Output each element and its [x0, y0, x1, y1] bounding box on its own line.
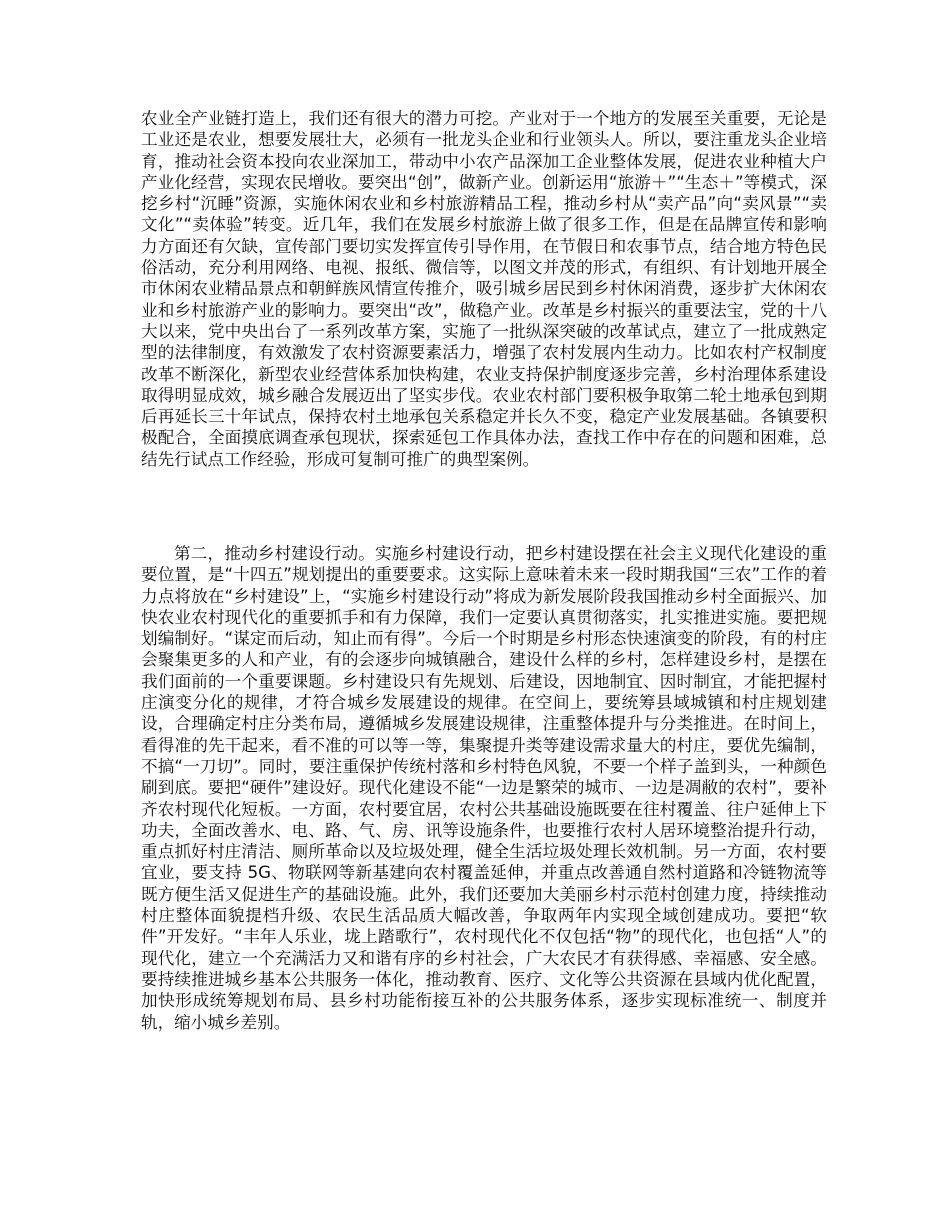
paragraph-1-text: 农业全产业链打造上，我们还有很大的潜力可挖。产业对于一个地方的发展至关重要，无论是工业还是农业，想要发展壮大，必须有一批龙头企业和行业领头人。所以，要注重龙头企业培育，推动社会资本投向农业深加工，带动中小农产品深加工企业整体发展，促进农业种植大户产业化经营，实现农民增收。要突出“创”，做新产业。创新运用“旅游＋”“生态＋”等模式，深挖乡村“沉睡”资源，实施休闲农业和乡村旅游精品工程，推动乡村从“卖产品”向“卖风景”“卖文化”“卖体验”转变。近几年，我们在发展乡村旅游上做了很多工作，但是在品牌宣传和影响力方面还有欠缺，宣传部门要切实发挥宣传引导作用，在节假日和农事节点，结合地方特色民俗活动，充分利用网络、电视、报纸、微信等，以图文并茂的形式，有组织、有计划地开展全市休闲农业精品景点和朝鲜族风情宣传推介，吸引城乡居民到乡村休闲消费，逐步扩大休闲农业和乡村旅游产业的影响力。要突出“改”，做稳产业。改革是乡村振兴的重要法宝，党的十八大以来，党中央出台了一系列改革方案，实施了一批纵深突破的改革试点，建立了一批成熟定型的法律制度，有效激发了农村资源要素活力，增强了农村发展内生动力。比如农村产权制度改革不断深化，新型农业经营体系加快构建，农业支持保护制度逐步完善，乡村治理体系建设取得明显成效，城乡融合发展迈出了坚实步伐。农业农村部门要积极争取第二轮土地承包到期后再延长三十年试点，保持农村土地承包关系稳定并长久不变，稳定产业发展基础。各镇要积极配合，全面摸底调查承包现状，探索延包工作具体办法，查找工作中存在的问题和困难，总结先行试点工作经验，形成可复制可推广的典型案例。: [141, 109, 827, 469]
paragraph-2-text: 第二，推动乡村建设行动。实施乡村建设行动，把乡村建设摆在社会主义现代化建设的重要位置，是“十四五”规划提出的重要要求。这实际上意味着未来一段时期我国“三农”工作的着力点将放在“乡村建设”上，“实施乡村建设行动”将成为新发展阶段我国推动乡村全面振兴、加快农业农村现代化的重要抓手和有力保障，我们一定要认真贯彻落实，扎实推进实施。要把规划编制好。“谋定而后动，知止而有得”。今后一个时期是乡村形态快速演变的阶段，有的村庄会聚集更多的人和产业，有的会逐步向城镇融合，建设什么样的乡村，怎样建设乡村，是摆在我们面前的一个重要课题。乡村建设只有先规划、后建设，因地制宜、因时制宜，才能把握村庄演变分化的规律，才符合城乡发展建设的规律。在空间上，要统筹县域城镇和村庄规划建设，合理确定村庄分类布局，遵循城乡发展建设规律，注重整体提升与分类推进。在时间上，看得准的先干起来，看不准的可以等一等，集聚提升类等建设需求量大的村庄，要优先编制，不搞“一刀切”。同时，要注重保护传统村落和乡村特色风貌，不要一个样子盖到头，一种颜色刷到底。要把“硬件”建设好。现代化建设不能“一边是繁荣的城市、一边是凋敝的农村”，要补齐农村现代化短板。一方面，农村要宜居，农村公共基础设施既要在往村覆盖、往户延伸上下功夫，全面改善水、电、路、气、房、讯等设施条件，也要推行农村人居环境整治提升行动，重点抓好村庄清洁、厕所革命以及垃圾处理，健全生活垃圾处理长效机制。另一方面，农村要宜业，要支持 5G、物联网等新基建向农村覆盖延伸，并重点改善通自然村道路和冷链物流等既方便生活又促进生产的基础设施。此外，我们还要加大美丽乡村示范村创建力度，持续推动村庄整体面貌提档升级、农民生活品质大幅改善，争取两年内实现全域创建成功。要把“软件”开发好。“丰年人乐业，垅上踏歌行”，农村现代化不仅包括“物”的现代化，也包括“人”的现代化，建立一个充满活力又和谐有序的乡村社会，广大农民才有获得感、幸福感、安全感。要持续推进城乡基本公共服务一体化，推动教育、医疗、文化等公共资源在县域内优化配置，加快形成统筹规划布局、县乡村功能衔接互补的公共服务体系，逐步实现标准统一、制度并轨，缩小城乡差别。: [141, 544, 827, 1032]
paragraph-1: [141, 108, 827, 470]
paragraph-2: [141, 543, 827, 1033]
